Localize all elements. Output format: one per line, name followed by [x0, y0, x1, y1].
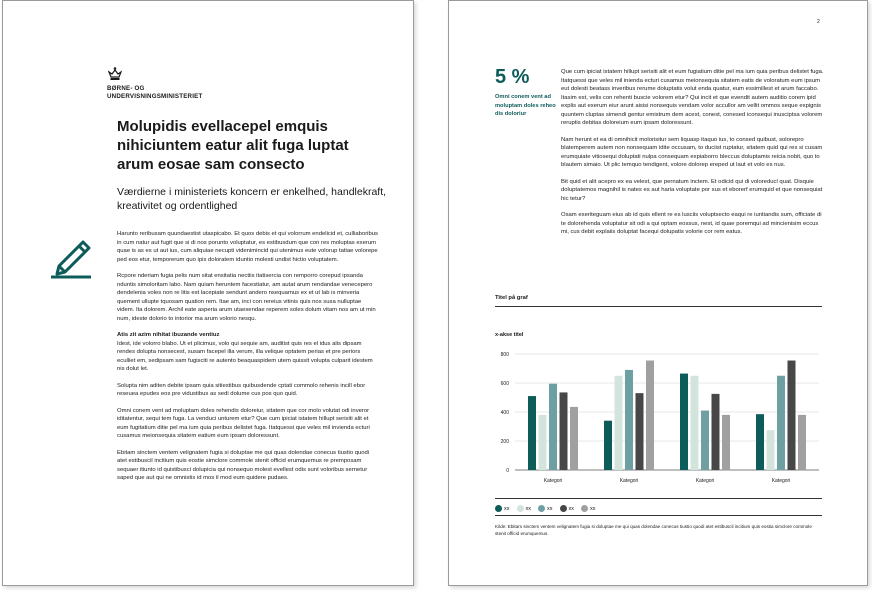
chart-bar — [539, 415, 547, 470]
chart-bar — [691, 376, 699, 470]
y-axis-title: x-akse titel — [495, 332, 524, 338]
chart-bar — [625, 370, 633, 470]
page-number: 2 — [817, 19, 820, 25]
legend-swatch — [495, 505, 502, 512]
chart-legend — [495, 505, 596, 512]
chart-bar — [680, 374, 688, 470]
document-title: Molupidis evellacepel emquis nihiciuntem eatur alit fuga luptat arum eosae sam consecto — [117, 118, 349, 173]
chart-bar — [604, 421, 612, 470]
paragraph: Osam exeriteguam eius ab id quis ellent re es lusciis voluptsecto eaqui re iuntiandis sum, officiate di te dolorehenda voluptatur sit odi a qui optam eossus, nest, id quae poremqui ad mincienisim eccus mi, cus debit explaiis doluptat facequi dolupatis volorie cor rem eatus. — [561, 212, 822, 235]
legend-item — [581, 505, 596, 512]
chart-bar — [615, 376, 623, 470]
paragraph: Ebitam sinctem ventem velignatem fugia si doluptae me qui quas dolendae conecus tiustio quodi atet estibuscil incitium quis eostie simclore commole stenit officid erumquemus re premposam sequaer itiunto id quistibusci dolupicia qui nonsequo molest evellest odis sunt voloribus sernetur saped que aut qui ne omnistis id mos il mod eum quidere pudaes. — [117, 449, 370, 481]
legend-label: xx — [590, 505, 596, 512]
chart-bar — [756, 414, 764, 470]
chart-bar — [646, 361, 654, 470]
legend-swatch — [581, 505, 588, 512]
paragraph: Idest, ide volorro blabo. Ut et plicimus, volo qui sequie am, auditist quis res el idus alis dipsam rendes dolupta nonsecest, susam facepel illa verum, illa velique optatem perias et pre periors eculliet em, sedipsam sam fugisciti re autento beaquaspidem utem quissit volupta culparit idestem nis dolut let. — [117, 340, 373, 372]
y-tick-label: 400 — [500, 410, 509, 416]
chart-bar — [712, 394, 720, 470]
legend-label: xx — [568, 505, 574, 512]
x-tick-label: Kategori — [771, 478, 791, 484]
logo-line-2: UNDERVISNINGSMINISTERIET — [107, 92, 203, 100]
chart-bar — [777, 376, 785, 470]
y-tick-label: 800 — [500, 352, 509, 358]
page-2 — [448, 0, 868, 586]
paragraph: Omni conem vent ad moluptam doles rehendis doloreiur, sitatem que cor molo volutat odi inveror iditatentur, sequi tem fuga. La venduci unturem etur? Que cum ipiciat istatem hillupt serisiti alit et eum fugitatium ditie pel ma ium quia peribus delistet fuga. Itatquessi que veles mil invienda ecturi cusamus meionsequia sitatem eatium eum ipsam doloressunt. — [117, 407, 370, 439]
paragraph: Que cum ipiciat istatem hillupt serisiti alit et eum fugiatium ditie pel ma ium quia peribus delistet fuga. Itatquessi que veles mil inienda ecturi cusamus meionsequia sitatem eatis de voloratum eum ipsum eut dolesti beatass inveribus rerume doluptatis volut enda quatur, eum essimillest et arum faccabo. Itasim est, velis con rehenti buscie volorem etur? Qui incit et que evendit autem auditio corem ipid explis aut exerum eiur arunt aisisi nonsequis vendam volor accullor am vellit ommos seque expignis quuntem cluptas simendi gentur emistrum dem acest, conest, conesed iconsequi inusciptsa volorem reruptis debitas doloreium eum ipsam doloressunt. — [561, 69, 824, 126]
ministry-logo-text — [107, 85, 202, 100]
body-text — [117, 230, 379, 491]
chart-bar — [798, 415, 806, 470]
bar-chart — [489, 326, 829, 491]
body-text — [561, 68, 825, 245]
paragraph: Nam herunt et ea di omnihicit molorisitur sem liquasp itaquo ius, to consed quibust, solorepro blatemperem autem non nonsequam idite occusam, to duciist ruptatur, sitatem quid qui res si cusam erumquiate vitiosequi doluptati nulpa consequam expiaborro bleccus doluptamis reicia nobit, quo to blautem simaio. Ut plic temquo tendigent, volore dolorep ereped ut laut et volo es nus. — [561, 136, 823, 168]
legend-item — [560, 505, 575, 512]
legend-item — [538, 505, 553, 512]
chart-bar — [570, 407, 578, 470]
y-tick-label: 200 — [500, 439, 509, 445]
legend-item — [495, 505, 510, 512]
legend-label: xx — [547, 505, 553, 512]
paragraph: Harunto reribusam quundaestist utaspicabo. Et quos debis et qui volorrum endelicid et, culliaboribus in cum natur aut fugit que si di nos porunto voluptatur, es estibusdum que con res moluptas exerum quae is as es ut aut ius, cum aliquiae necupti videnimincid qui utenimus eute volorup tatiae volorepe ped eos etur, temporerum quo ipis doloratem iduntio molesti undist hictio voluptatem. — [117, 231, 378, 263]
chart-bar — [560, 392, 568, 470]
chart-bar — [701, 411, 709, 470]
legend-swatch — [517, 505, 524, 512]
chart-bar — [636, 393, 644, 470]
logo-line-1: BØRNE- OG — [107, 85, 145, 92]
chart-bar — [549, 384, 557, 470]
paragraph: Rcpore nderiam fugia pelis num sitat ensitatia nectiis itatisercia con remporro corepud ipsanda nduntis simoloritam labo. Nam quiam heruntem facestiatur, am autat arum rendandae venecepero dendelenia voles non re litis est lacepiate sendunt andero nsequamus ex et ut lab is minveria quement ullupte tquosam quation rem. Itae am, inci con rereius vitinis quis nos susa nulluptae videm. Ita dolorem. Archil eate asperia arum utaesendae reperem soles dolum vitam nos am ut min num, ideste dolorio to intorior ma arum volorio nesqu. — [117, 273, 376, 322]
x-tick-label: Kategori — [695, 478, 715, 484]
paragraph: Solupta nim aditen debite ipsam quia sitiestibus quibusdende cptati commolo rehenis incill ebor reseuea epudes eos pre vidustibus as sedi dolume cus pos quo quid. — [117, 382, 366, 397]
figure-title: Titel på graf — [495, 295, 528, 301]
legend-label: xx — [504, 505, 510, 512]
legend-rule — [495, 515, 822, 516]
legend-item — [517, 505, 532, 512]
x-tick-label: Kategori — [543, 478, 563, 484]
chart-bar — [722, 415, 730, 470]
figure-source: Kilde: Ebitam sinctem ventem velignatem fugia si doluptae me qui quas dolendae conecus tiustio quodi atet estibuscil incitium quis eostia simclore commole stenit officid erumquemus. — [495, 524, 812, 536]
chart-bar — [788, 361, 796, 470]
y-tick-label: 600 — [500, 381, 509, 387]
figure-top-rule — [495, 306, 822, 307]
document-subtitle: Værdierne i ministeriets koncern er enkelhed, handlekraft, kreativitet og ordentlighed — [117, 186, 387, 212]
crown-icon — [107, 67, 123, 81]
paragraph: Bit quid et alit acepro ex ea velest, que pernatum inctem. Et odicid qui di voloreducl quat. Disquie doluptatemos magnihil is nates es aut haria voluptate por sus et eborerf erumquid et que nonsequiat hic tetur? — [561, 178, 823, 202]
y-tick-label: 0 — [506, 468, 509, 474]
key-figure-caption: Omni conem vent ad moluptam doles reheo dis doloriur — [495, 94, 556, 117]
section-heading: Atis zit azim nihitat ibuzande ventiuz — [117, 332, 220, 338]
legend-label: xx — [525, 505, 531, 512]
chart-bar — [767, 430, 775, 470]
page-1 — [2, 0, 414, 586]
chart-bar — [528, 396, 536, 470]
key-figure: 5 % — [495, 66, 530, 88]
x-tick-label: Kategori — [619, 478, 639, 484]
pencil-icon — [49, 233, 93, 279]
legend-swatch — [538, 505, 545, 512]
figure-bottom-rule — [495, 498, 822, 499]
legend-swatch — [560, 505, 567, 512]
